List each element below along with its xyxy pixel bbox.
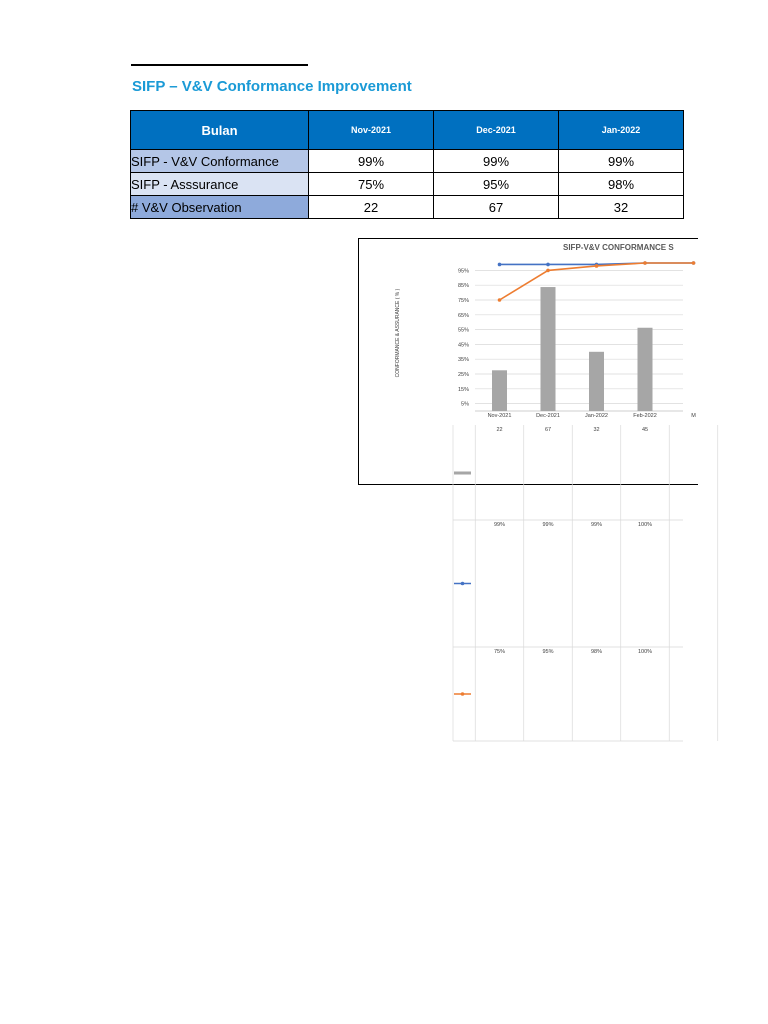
- data-table-value: 99%: [493, 522, 506, 528]
- x-tick-label: M: [691, 413, 696, 419]
- series-point: [498, 298, 502, 302]
- table-row: [131, 173, 684, 196]
- y-tick-label: 5%: [461, 401, 469, 408]
- y-tick-label: 65%: [457, 312, 469, 319]
- page-title: SIFP – V&V Conformance Improvement: [132, 78, 412, 95]
- table-cell: 98%: [559, 173, 684, 196]
- data-table-value: 99%: [542, 522, 554, 528]
- y-tick-label: 15%: [457, 386, 469, 393]
- data-table-value: 75%: [493, 649, 506, 655]
- table-cell: 99%: [559, 150, 684, 173]
- table-row: [131, 150, 684, 173]
- series-point: [546, 263, 550, 267]
- legend-key-marker: [461, 582, 465, 586]
- table-cell: 99%: [434, 150, 559, 173]
- data-table-value: 95%: [542, 649, 554, 655]
- table-cell: 95%: [434, 173, 559, 196]
- y-tick-label: 45%: [457, 342, 469, 349]
- data-table-value: 98%: [590, 649, 603, 655]
- x-tick-label: Feb-2022: [633, 413, 657, 419]
- bar: [492, 370, 507, 411]
- y-tick-label: 75%: [457, 298, 469, 304]
- row-label: # V&V Observation: [131, 196, 309, 219]
- series-line: [500, 263, 694, 300]
- series-point: [643, 261, 647, 265]
- data-table-value: 22: [496, 427, 503, 433]
- top-rule: [131, 64, 308, 66]
- series-point: [692, 261, 696, 265]
- table-row: [131, 196, 684, 219]
- y-tick-label: 35%: [457, 357, 469, 364]
- data-table-value: 100%: [637, 522, 653, 528]
- header-bulan: Bulan: [131, 111, 309, 150]
- y-tick-label: 95%: [457, 268, 469, 275]
- combo-chart: [358, 238, 696, 748]
- bar: [589, 352, 604, 411]
- chart-title: SIFP-V&V CONFORMANCE S: [563, 243, 674, 252]
- row-label: SIFP - V&V Conformance: [131, 150, 309, 173]
- table-cell: 67: [434, 196, 559, 219]
- y-tick-label: 25%: [457, 372, 469, 378]
- table-cell: 22: [309, 196, 434, 219]
- data-table-value: 100%: [637, 649, 653, 655]
- header-month: Jan-2022: [559, 111, 684, 150]
- table-cell: 99%: [309, 150, 434, 173]
- y-tick-label: 85%: [457, 283, 469, 290]
- summary-table: [130, 110, 684, 219]
- series-point: [595, 264, 599, 268]
- data-table-value: 32: [593, 427, 600, 433]
- x-tick-label: Jan-2022: [585, 413, 608, 419]
- chart-viewport: [358, 238, 696, 748]
- bar: [638, 328, 653, 411]
- data-table-value: 67: [544, 427, 552, 433]
- legend-key: [454, 472, 471, 475]
- table-cell: 75%: [309, 173, 434, 196]
- bar: [541, 287, 556, 411]
- header-month: Nov-2021: [309, 111, 434, 150]
- header-month: Dec-2021: [434, 111, 559, 150]
- data-table-value: 99%: [590, 522, 603, 528]
- series-point: [498, 263, 502, 267]
- table-cell: 32: [559, 196, 684, 219]
- x-tick-label: Dec-2021: [536, 413, 560, 419]
- y-tick-label: 55%: [457, 327, 469, 334]
- legend-key-marker: [461, 692, 465, 696]
- x-tick-label: Nov-2021: [487, 413, 512, 419]
- table-header-row: [131, 111, 684, 150]
- data-table-value: 45: [641, 427, 649, 433]
- series-point: [546, 269, 550, 273]
- y-axis-label: CONFORMANCE & ASSURANCE ( % ): [395, 288, 401, 378]
- row-label: SIFP - Asssurance: [131, 173, 309, 196]
